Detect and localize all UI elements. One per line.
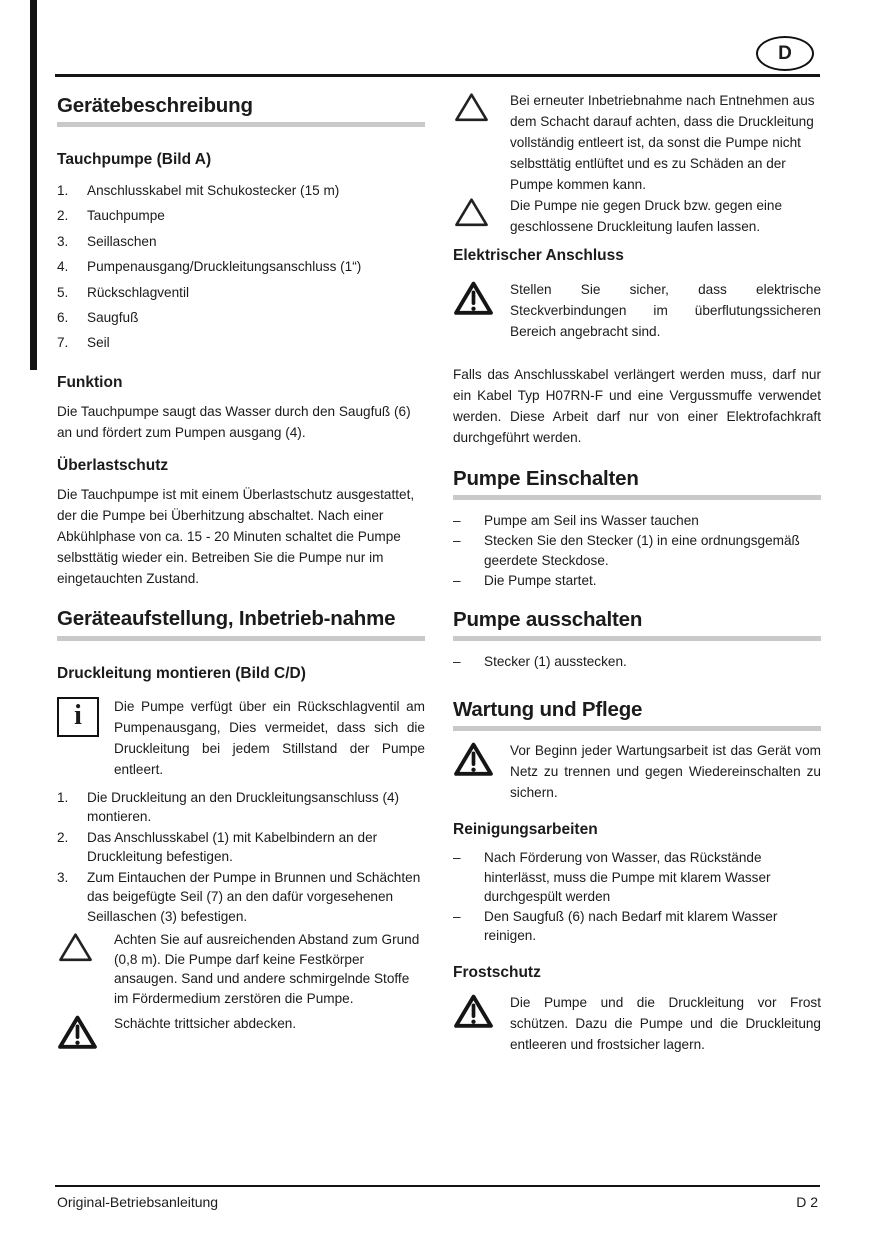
list-item-text: Das Anschlusskabel (1) mit Kabelbindern an der Druckleitung befestigen. — [87, 829, 378, 865]
list-item-text: Die Pumpe startet. — [484, 573, 597, 588]
dash-marker: – — [453, 908, 461, 924]
list-item-number: 1. — [57, 789, 69, 805]
list-item-number: 4. — [57, 259, 69, 275]
warning-text: Schächte trittsicher abdecken. — [114, 1016, 297, 1032]
info-icon: i — [57, 697, 99, 737]
warning-triangle-icon — [453, 196, 490, 228]
left-column — [57, 88, 425, 1050]
list-item-number: 1. — [57, 183, 69, 198]
list-item — [57, 203, 425, 228]
mounting-steps — [57, 788, 425, 927]
list-item-number: 5. — [57, 284, 69, 300]
footer-page-number: D 2 — [796, 1194, 818, 1210]
warning-text: Vor Beginn jeder Wartungsarbeit ist das Gerät vom Netz zu trennen und gegen Wiedereinschalten zu sichern. — [510, 743, 821, 800]
warning-text: Achten Sie auf ausreichenden Abstand zum Grund (0,8 m). Die Pumpe darf keine Festkörper ansaugen. Sand und andere schmirgelnde Stoffe im Fördermedium zerstören die Pumpe. — [114, 932, 420, 1006]
paragraph-extension-cable: Falls das Anschlusskabel verlängert werden muss, darf nur ein Kabel Typ H07RN-F und eine Vergussmuffe verwendet werden. Diese Arbeit darf nur von einer Elektrofachkraft durchgeführt werden. — [453, 367, 821, 445]
section-title-switch-on: Pumpe Einschalten — [453, 467, 639, 490]
list-item-text: Tauchpumpe — [87, 208, 165, 224]
language-badge-label: D — [778, 42, 792, 64]
warning-triangle-icon — [453, 91, 490, 123]
list-item-text: Pumpe am Seil ins Wasser tauchen — [484, 513, 699, 528]
paragraph-ueberlastschutz: Die Tauchpumpe ist mit einem Überlastschutz ausgestattet, der die Pumpe bei Überhitzung abschaltet. Nach einer Abkühlphase von ca. 15 - 20 Minuten schaltet die Pumpe selbsttätig wieder ein. Betreiben Sie die Pumpe nur im eingetauchten Zustand. — [57, 486, 415, 586]
list-item-text: Seillaschen — [87, 233, 157, 249]
list-item-text: Die Druckleitung an den Druckleitungsanschluss (4) montieren. — [87, 789, 400, 825]
warning-block — [57, 1013, 425, 1050]
dash-marker: – — [453, 654, 461, 669]
section-title-underline — [57, 122, 425, 127]
list-item-number: 2. — [57, 829, 69, 845]
language-badge — [756, 36, 814, 71]
section-title-setup: Geräteaufstellung, Inbetrieb-nahme — [57, 606, 396, 630]
list-item-text: Den Saugfuß (6) nach Bedarf mit klarem Wasser reinigen. — [484, 908, 778, 943]
list-item-text: Rückschlagventil — [87, 284, 189, 300]
header-rule — [55, 74, 820, 77]
section-title-underline — [57, 636, 425, 641]
section-title-device-description: Gerätebeschreibung — [57, 94, 253, 117]
warning-block — [453, 992, 821, 1055]
warning-exclamation-icon — [57, 1014, 98, 1050]
list-item — [57, 178, 425, 203]
list-item — [57, 868, 425, 927]
subheading-frostschutz: Frostschutz — [453, 963, 541, 981]
list-item — [453, 511, 821, 531]
switch-off-list — [453, 652, 821, 672]
warning-exclamation-icon — [453, 741, 494, 777]
footer-document-title: Original-Betriebsanleitung — [57, 1194, 219, 1210]
list-item — [57, 788, 425, 827]
section-title-underline — [453, 636, 821, 641]
list-item-number: 6. — [57, 310, 69, 326]
warning-text: Stellen Sie sicher, dass elektrische Steckverbindungen im überflutungssicheren Bereich angebracht sind. — [510, 282, 821, 339]
dash-marker: – — [453, 850, 461, 865]
section-title-maintenance: Wartung und Pflege — [453, 698, 643, 721]
list-item — [453, 652, 821, 672]
footer — [57, 1194, 818, 1210]
warning-text: Die Pumpe und die Druckleitung vor Frost schützen. Dazu die Pumpe und die Druckleitung entleeren und frostsicher lagern. — [510, 994, 821, 1052]
list-item — [453, 848, 821, 907]
dash-marker: – — [453, 513, 461, 528]
list-item-text: Anschlusskabel mit Schukostecker (15 m) — [87, 183, 340, 198]
warning-block — [453, 740, 821, 803]
list-item-text: Zum Eintauchen der Pumpe in Brunnen und Schächten das beigefügte Seil (7) an den dafür vorgesehenen Seillaschen (3) befestigen. — [87, 869, 421, 924]
warning-block — [57, 930, 425, 1008]
list-item-number: 2. — [57, 208, 69, 224]
footer-rule — [55, 1185, 820, 1187]
warning-exclamation-icon — [453, 280, 494, 316]
warning-block — [453, 90, 821, 195]
section-title-underline — [453, 726, 821, 731]
warning-text: Die Pumpe nie gegen Druck bzw. gegen eine geschlossene Druckleitung laufen lassen. — [510, 198, 783, 234]
list-item-text: Seil — [87, 335, 110, 351]
list-item-text: Stecken Sie den Stecker (1) in eine ordnungsgemäß geerdete Steckdose. — [484, 533, 800, 568]
dash-marker: – — [453, 573, 461, 588]
list-item-text: Pumpenausgang/Druckleitungsanschluss (1“) — [87, 259, 362, 275]
list-item-number: 3. — [57, 233, 69, 249]
parts-list — [57, 178, 425, 356]
subheading-ueberlastschutz: Überlastschutz — [57, 456, 169, 474]
list-item-number: 3. — [57, 869, 69, 885]
dash-marker: – — [453, 533, 461, 548]
cleaning-list — [453, 848, 821, 946]
subheading-elektrischer-anschluss: Elektrischer Anschluss — [453, 247, 624, 264]
note-text: Die Pumpe verfügt über ein Rückschlagventil am Pumpenausgang, Dies vermeidet, dass sich die Druckleitung bei jedem Stillstand der Pumpe entleert. — [114, 698, 425, 777]
info-note — [57, 696, 425, 780]
list-item — [57, 254, 425, 279]
paragraph-funktion: Die Tauchpumpe saugt das Wasser durch den Saugfuß (6) an und fördert zum Pumpen ausgang (4). — [57, 403, 411, 440]
list-item — [57, 330, 425, 355]
warning-text: Bei erneuter Inbetriebnahme nach Entnehmen aus dem Schacht darauf achten, dass die Druckleitung vollständig entleert ist, da sonst die Pumpe nicht selbsttätig entlüftet und es zu Schäden an der Pumpe kommen kann. — [510, 93, 815, 192]
warning-exclamation-icon — [453, 993, 494, 1029]
list-item — [57, 229, 425, 254]
list-item-text: Stecker (1) ausstecken. — [484, 654, 627, 669]
section-title-underline — [453, 495, 821, 500]
list-item — [453, 571, 821, 591]
list-item-text: Nach Förderung von Wasser, das Rückstände hinterlässt, muss die Pumpe mit klarem Wasser durchgespült werden — [484, 850, 771, 904]
subheading-reinigungsarbeiten: Reinigungsarbeiten — [453, 821, 598, 838]
subheading-druckleitung-montieren: Druckleitung montieren (Bild C/D) — [57, 664, 306, 682]
right-column — [453, 88, 821, 1055]
subheading-tauchpumpe: Tauchpumpe (Bild A) — [57, 151, 212, 168]
list-item — [57, 305, 425, 330]
list-item — [453, 907, 821, 946]
scan-artifact-strip — [30, 0, 37, 370]
warning-block — [453, 279, 821, 342]
section-title-switch-off: Pumpe ausschalten — [453, 608, 643, 631]
list-item-number: 7. — [57, 335, 69, 351]
list-item — [57, 828, 425, 867]
switch-on-list — [453, 511, 821, 591]
warning-block — [453, 195, 821, 237]
list-item — [453, 531, 821, 571]
list-item-text: Saugfuß — [87, 310, 139, 326]
list-item — [57, 280, 425, 305]
subheading-funktion: Funktion — [57, 373, 123, 391]
warning-triangle-icon — [57, 931, 94, 963]
